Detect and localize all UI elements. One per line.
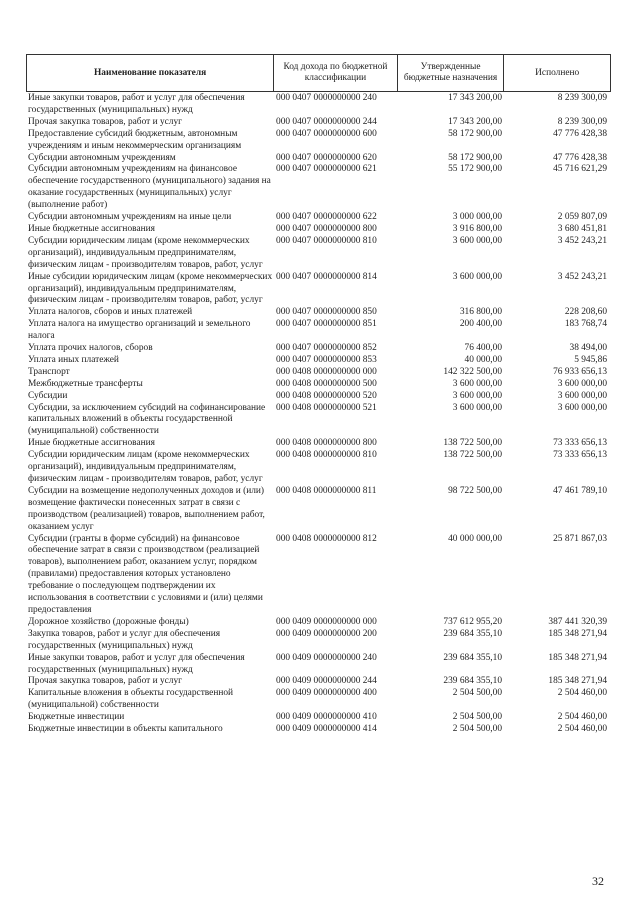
row-executed: 185 348 271,94 [548,652,607,663]
row-executed: 3 600 000,00 [557,402,607,413]
row-executed: 228 208,60 [564,307,607,318]
row-code: 000 0409 0000000000 200 [276,628,377,639]
row-approved: 58 172 900,00 [448,128,502,139]
table-row [26,724,611,736]
row-executed: 2 504 460,00 [557,724,607,735]
row-executed: 3 680 451,81 [557,223,607,234]
row-code: 000 0409 0000000000 240 [276,652,377,663]
header-name: Наименование показателя [27,55,274,91]
table-row [26,212,611,224]
row-executed: 47 776 428,38 [553,152,607,163]
row-name: Субсидии [28,390,68,401]
row-code: 000 0407 0000000000 810 [276,235,377,246]
row-approved: 98 722 500,00 [448,485,502,496]
table-row [26,676,611,688]
row-name: Уплата иных платежей [28,354,119,365]
row-code: 000 0409 0000000000 414 [276,724,377,735]
table-row [26,129,611,153]
row-approved: 239 684 355,10 [443,628,502,639]
row-approved: 3 600 000,00 [452,235,502,246]
row-code: 000 0408 0000000000 810 [276,450,377,461]
page-number: 32 [592,874,604,888]
row-name: Бюджетные инвестиции [28,712,125,723]
table-row [26,712,611,724]
row-code: 000 0409 0000000000 244 [276,676,377,687]
row-executed: 2 059 807,09 [557,212,607,223]
row-name: Субсидии на возмещение недополученных доходов и (или) возмещение фактически понесенных затрат в связи с производством (реализацией) товаров, выполнением работ, оказанием услуг [28,485,265,532]
row-code: 000 0408 0000000000 800 [276,438,377,449]
table-row [26,355,611,367]
table-row [26,224,611,236]
row-code: 000 0409 0000000000 410 [276,712,377,723]
row-approved: 737 612 955,20 [443,616,502,627]
row-name: Иные бюджетные ассигнования [28,223,155,234]
row-name: Иные закупки товаров, работ и услуг для обеспечения государственных (муниципальных) нужд [28,93,245,115]
row-approved: 316 800,00 [459,307,502,318]
row-name: Субсидии автономным учреждениям на иные цели [28,212,232,223]
row-code: 000 0408 0000000000 521 [276,402,377,413]
table-row [26,307,611,319]
table-row [26,319,611,343]
header-code: Код дохода по бюджетной классификации [274,55,398,91]
row-code: 000 0407 0000000000 621 [276,164,377,175]
table-row [26,153,611,165]
row-executed: 38 494,00 [569,343,607,354]
row-code: 000 0408 0000000000 520 [276,390,377,401]
row-executed: 2 504 460,00 [557,712,607,723]
table-row [26,629,611,653]
row-approved: 2 504 500,00 [452,688,502,699]
row-executed: 73 333 656,13 [553,438,607,449]
row-name: Уплата налога на имущество организаций и земельного налога [28,319,251,342]
table-row [26,688,611,712]
row-executed: 25 871 867,03 [553,533,607,544]
row-code: 000 0407 0000000000 850 [276,307,377,318]
table-row [26,236,611,272]
table-row [26,379,611,391]
row-executed: 2 504 460,00 [557,688,607,699]
row-code: 000 0407 0000000000 244 [276,116,377,127]
row-approved: 2 504 500,00 [452,712,502,723]
table-row [26,403,611,439]
table-row [26,391,611,403]
row-approved: 239 684 355,10 [443,676,502,687]
row-approved: 200 400,00 [459,319,502,330]
row-approved: 142 322 500,00 [443,366,502,377]
row-executed: 5 945,86 [574,354,607,365]
row-approved: 3 916 800,00 [452,223,502,234]
row-approved: 40 000,00 [464,354,502,365]
row-approved: 40 000 000,00 [448,533,502,544]
row-approved: 2 504 500,00 [452,724,502,735]
row-approved: 3 600 000,00 [452,378,502,389]
row-code: 000 0408 0000000000 500 [276,378,377,389]
row-name: Транспорт [28,366,70,377]
row-name: Иные закупки товаров, работ и услуг для обеспечения государственных (муниципальных) нужд [28,652,245,675]
row-executed: 3 452 243,21 [557,235,607,246]
row-approved: 17 343 200,00 [448,93,502,103]
row-executed: 183 768,74 [564,319,607,330]
row-name: Иные субсидии юридическим лицам (кроме некоммерческих организаций), индивидуальным предпринимателям, физическим лицам - производителям товаров, работ, услуг [28,271,273,306]
row-approved: 3 600 000,00 [452,402,502,413]
row-approved: 58 172 900,00 [448,152,502,163]
row-executed: 3 600 000,00 [557,390,607,401]
table-row [26,117,611,129]
row-name: Уплата налогов, сборов и иных платежей [28,307,193,318]
row-name: Предоставление субсидий бюджетным, автономным учреждениям и иным некоммерческим организациям [28,128,242,151]
row-code: 000 0407 0000000000 600 [276,128,377,139]
row-approved: 3 600 000,00 [452,390,502,401]
table-row [26,534,611,617]
row-executed: 8 239 300,09 [557,93,607,103]
row-approved: 138 722 500,00 [443,450,502,461]
row-name: Межбюджетные трансферты [28,378,143,389]
row-code: 000 0408 0000000000 000 [276,366,377,377]
row-approved: 55 172 900,00 [448,164,502,175]
row-name: Субсидии автономным учреждениям [28,152,176,163]
row-code: 000 0408 0000000000 811 [276,485,377,496]
row-approved: 3 600 000,00 [452,271,502,282]
table-body [26,93,611,736]
row-code: 000 0408 0000000000 812 [276,533,377,544]
row-code: 000 0407 0000000000 800 [276,223,377,234]
row-code: 000 0407 0000000000 852 [276,343,377,354]
row-name: Субсидии юридическим лицам (кроме некоммерческих организаций), индивидуальным предпринимателям, физическим лицам - производителям товаров, работ, услуг [28,450,263,484]
header-approved: Утвержденные бюджетные назначения [398,55,505,91]
row-executed: 76 933 656,13 [553,366,607,377]
row-executed: 73 333 656,13 [553,450,607,461]
row-name: Дорожное хозяйство (дорожные фонды) [28,616,189,627]
table-row [26,272,611,308]
table-row [26,653,611,677]
table-row [26,164,611,212]
header-executed: Исполнено [535,67,580,78]
row-code: 000 0407 0000000000 620 [276,152,377,163]
row-name: Уплата прочих налогов, сборов [28,343,153,354]
row-code: 000 0409 0000000000 400 [276,688,377,699]
row-approved: 76 400,00 [464,343,502,354]
row-executed: 3 600 000,00 [557,378,607,389]
row-name: Иные бюджетные ассигнования [28,438,155,449]
row-code: 000 0409 0000000000 000 [276,616,377,627]
table-row [26,617,611,629]
row-executed: 47 461 789,10 [553,485,607,496]
row-name: Бюджетные инвестиции в объекты капитального [28,724,223,735]
row-name: Субсидии автономным учреждениям на финансовое обеспечение государственного (муниципального) задания на оказание государственных (муниципальных) услуг (выполнение работ) [28,164,271,211]
table-header [26,54,611,92]
table-row [26,367,611,379]
row-approved: 138 722 500,00 [443,438,502,449]
row-executed: 185 348 271,94 [548,676,607,687]
table-row [26,450,611,486]
row-code: 000 0407 0000000000 240 [276,93,377,103]
row-name: Субсидии, за исключением субсидий на софинансирование капитальных вложений в объекты государственной (муниципальной) собственности [28,402,266,437]
row-code: 000 0407 0000000000 814 [276,271,377,282]
row-name: Закупка товаров, работ и услуг для обеспечения государственных (муниципальных) нужд [28,628,221,651]
row-executed: 185 348 271,94 [548,628,607,639]
table-row [26,438,611,450]
row-executed: 387 441 320,39 [548,616,607,627]
row-name: Капитальные вложения в объекты государственной (муниципальной) собственности [28,688,234,711]
row-approved: 3 000 000,00 [452,212,502,223]
row-name: Субсидии юридическим лицам (кроме некоммерческих организаций), индивидуальным предпринимателям, физическим лицам - производителям товаров, работ, услуг [28,235,263,270]
row-executed: 8 239 300,09 [557,116,607,127]
row-code: 000 0407 0000000000 851 [276,319,377,330]
row-executed: 45 716 621,29 [553,164,607,175]
row-approved: 17 343 200,00 [448,116,502,127]
row-name: Субсидии (гранты в форме субсидий) на финансовое обеспечение затрат в связи с производством (реализацией товаров), выполнением работ, оказанием услуг, порядком (правилами) предоставления которых установлено требование о последующем подтверждении их использования в соответствии с условиями и (или) целями предоставления [28,533,263,615]
row-code: 000 0407 0000000000 622 [276,212,377,223]
table-row [26,343,611,355]
row-name: Прочая закупка товаров, работ и услуг [28,676,182,687]
table-row [26,93,611,117]
row-executed: 3 452 243,21 [557,271,607,282]
row-name: Прочая закупка товаров, работ и услуг [28,116,182,127]
table-row [26,486,611,534]
row-executed: 47 776 428,38 [553,128,607,139]
row-code: 000 0407 0000000000 853 [276,354,377,365]
row-approved: 239 684 355,10 [443,652,502,663]
